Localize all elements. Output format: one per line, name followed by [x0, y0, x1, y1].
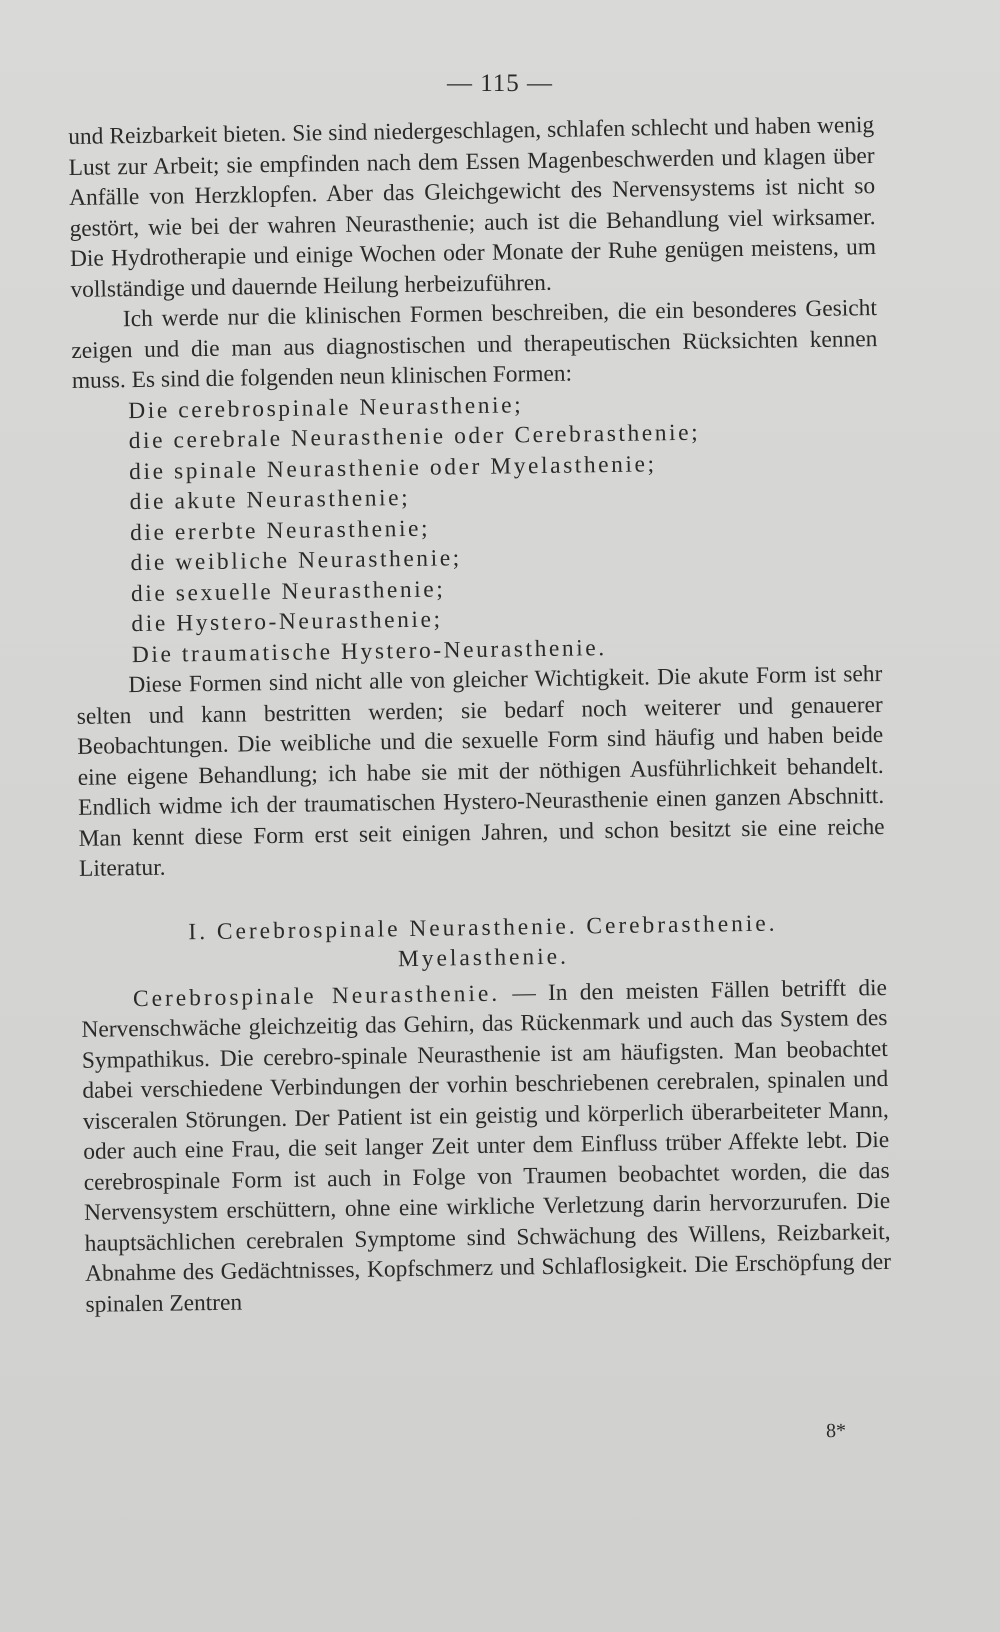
paragraph-lead-term: Cerebrospinale Neurasthenie.: [132, 980, 501, 1012]
list-item: die cerebrale Neurasthenie oder Cerebrasthenie;: [128, 419, 701, 455]
list-item: die spinale Neurasthenie oder Myelasthenie;: [129, 450, 657, 485]
page-body: [68, 110, 892, 1320]
list-item: die ererbte Neurasthenie;: [129, 515, 431, 546]
section-heading-line-2: Myelasthenie.: [397, 943, 570, 972]
paragraph-intro: und Reizbarkeit bieten. Sie sind niedergeschlagen, schlafen schlecht und haben wenig Lust zur Arbeit; sie empfinden nach dem Essen Magenbeschwerden und klagen über Anfälle von Herzklopfen. Aber das Gleichgewicht des Nervensystems ist nicht so gestört, wie bei der wahren Neurasthenie; auch ist die Behandlung viel wirksamer. Die Hydrotherapie und einige Wochen oder Monate der Ruhe genügen meistens, um vollständige und dauernde Heilung herbeizuführen.: [68, 112, 877, 303]
list-item: Die traumatische Hystero-Neurasthenie.: [131, 634, 607, 668]
list-item: die Hystero-Neurasthenie;: [131, 606, 443, 638]
section-heading-line-1: I. Cerebrospinale Neurasthenie. Cerebrasthenie.: [188, 910, 778, 945]
paragraph-forms-intro: Ich werde nur die klinischen Formen beschreiben, die ein besonderes Gesicht zeigen und die man aus diagnostischen und therapeutischen Rücksichten kennen muss. Es sind die folgenden neun klinischen Formen:: [71, 295, 878, 394]
signature-mark: 8*: [825, 1419, 847, 1443]
page-number: — 115 —: [446, 70, 554, 97]
paragraph-importance: Diese Formen sind nicht alle von gleicher Wichtigkeit. Die akute Form ist sehr selten und kann bestritten werden; sie bedarf noch weiterer und genauerer Beobachtungen. Die weibliche und die sexuelle Form sind häufig und haben beide eine eigene Behandlung; ich habe sie mit der nöthigen Ausführlichkeit behandelt. Endlich widme ich der traumatischen Hystero-Neurasthenie einen ganzen Abschnitt. Man kennt diese Form erst seit einigen Jahren, und schon besitzt sie eine reiche Literatur.: [76, 660, 885, 882]
paragraph-cerebrospinal: [81, 972, 892, 1319]
list-item: die weibliche Neurasthenie;: [130, 545, 463, 577]
list-item: die sexuelle Neurasthenie;: [130, 575, 446, 607]
clinical-forms-list: [72, 385, 882, 671]
list-item: Die cerebrospinale Neurasthenie;: [128, 391, 524, 424]
list-item: die akute Neurasthenie;: [129, 484, 411, 516]
paragraph-cerebrospinal-text: — In den meisten Fällen betrifft die Nervenschwäche gleichzeitig das Gehirn, das Rückenmark und auch das System des Sympathikus. Die cerebro-spinale Neurasthenie ist am häufigsten. Man beobachtet dabei verschiedene Verbindungen der vorhin beschriebenen cerebralen, spinalen und visceralen Störungen. Der Patient ist ein geistig und körperlich überarbeiteter Mann, oder auch eine Frau, die seit langer Zeit unter dem Einfluss trüber Affekte lebt. Die cerebrospinale Form ist auch in Folge von Traumen beobachtet worden, die das Nervensystem erschüttern, ohne eine wirkliche Verletzung darin hervorzurufen. Die hauptsächlichen cerebralen Symptome sind Schwächung des Willens, Reizbarkeit, Abnahme des Gedächtnisses, Kopfschmerz und Schlaflosigkeit. Die Erschöpfung der spinalen Zentren: [81, 974, 892, 1318]
section-heading: [80, 906, 887, 978]
